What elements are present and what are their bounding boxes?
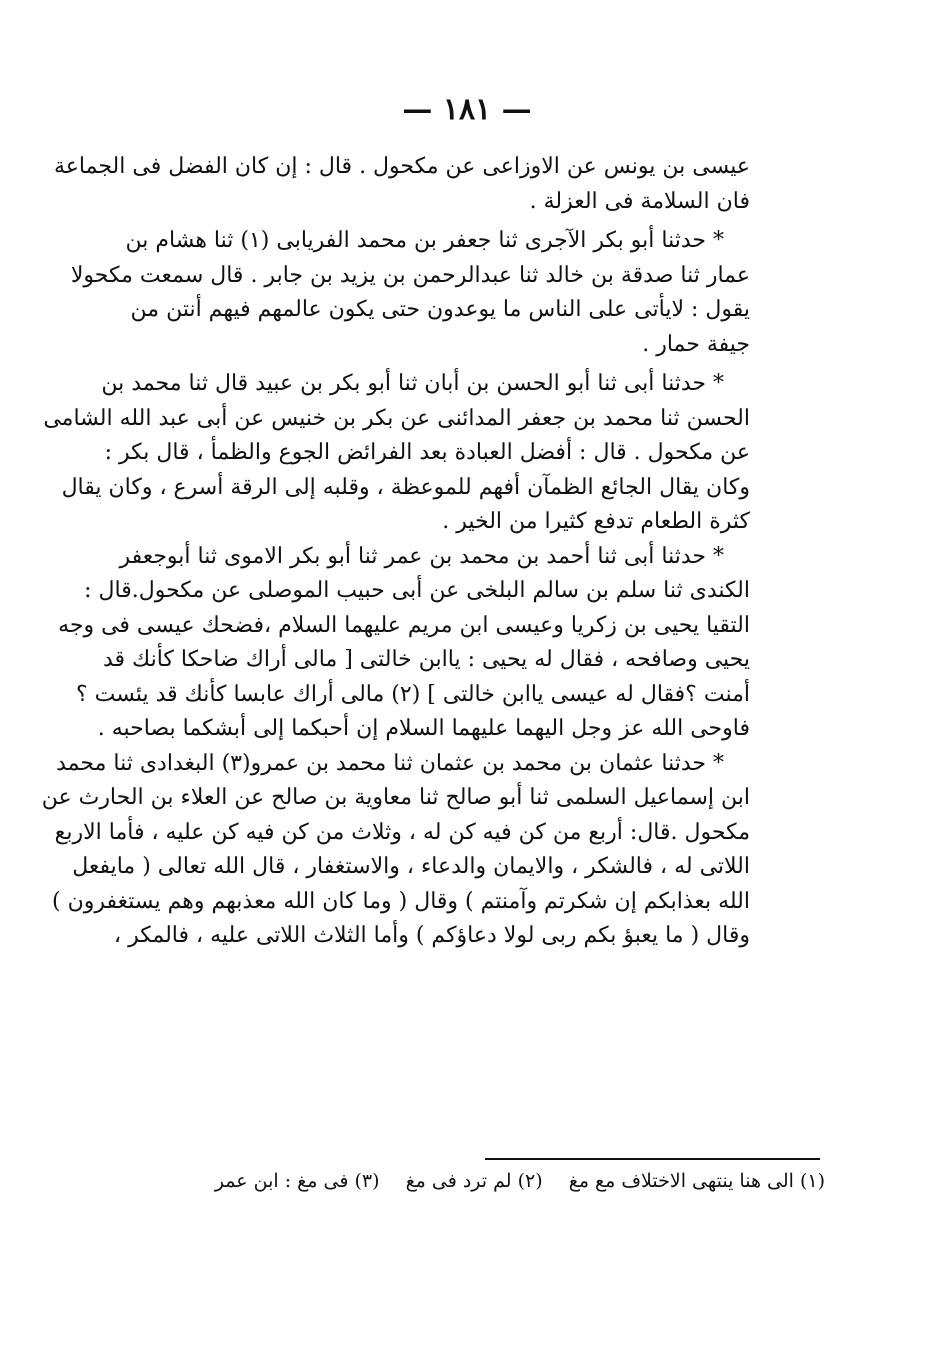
text-line: الكندى ثنا سلم بن سالم البلخى عن أبى حبيب الموصلى عن مكحول.قال : — [84, 578, 750, 603]
text-line: يحيى وصافحه ، فقال له يحيى : ياابن خالتى [ مالى أراك ضاحكا كأنك قد — [103, 647, 750, 672]
text-line: جيفة حمار . — [642, 331, 750, 357]
text-line: عن مكحول . قال : أفضل العبادة بعد الفرائض الجوع والظمأ ، قال بكر : — [104, 440, 750, 465]
text-line: * حدثنا أبو بكر الآجرى ثنا جعفر بن محمد الفريابى (١) ثنا هشام بن — [125, 228, 724, 253]
text-line: * حدثنا عثمان بن محمد بن عثمان ثنا محمد بن عمرو(٣) البغدادى ثنا محمد — [56, 750, 724, 776]
text-line: الله بعذابكم إن شكرتم وآمنتم ) وقال ( وما كان الله معذبهم وهم يستغفرون ) — [52, 888, 750, 914]
text-line: الحسن ثنا محمد بن جعفر المدائنى عن بكر بن خنيس عن أبى عبد الله الشامى — [43, 405, 750, 431]
text-line: أمنت ؟فقال له عيسى ياابن خالتى ] (٢) مالى أراك عابسا كأنك قد يئست ؟ — [75, 681, 750, 707]
text-line: عيسى بن يونس عن الاوزاعى عن مكحول . قال : إن كان الفضل فى الجماعة — [54, 154, 750, 179]
body-text — [41, 150, 750, 954]
footnote-item: (١) الى هنا ينتهى الاختلاف مع مغ — [568, 1170, 825, 1192]
text-line: ابن إسماعيل السلمى ثنا أبو صالح ثنا معاوية بن صالح عن العلاء بن الحارث عن — [41, 785, 750, 810]
footnote-divider — [485, 1158, 820, 1160]
footnotes — [180, 1166, 825, 1196]
text-line: اللاتى له ، فالشكر ، والايمان والدعاء ، والاستغفار ، قال الله تعالى ( مايفعل — [72, 854, 750, 879]
footnote-item: (٣) فى مغ : ابن عمر — [214, 1170, 380, 1192]
paragraph — [54, 150, 750, 219]
text-line: * حدثنا أبى ثنا أبو الحسن بن أبان ثنا أبو بكر بن عبيد قال ثنا محمد بن — [101, 371, 724, 396]
paragraph — [43, 367, 750, 540]
text-line: كثرة الطعام تدفع كثيرا من الخير . — [442, 509, 750, 534]
text-line: فاوحى الله عز وجل اليهما عليهما السلام إن أحبكما إلى أبشكما بصاحبه . — [97, 716, 750, 741]
text-line: عمار ثنا صدقة بن خالد ثنا عبدالرحمن بن يزيد بن جابر . قال سمعت مكحولا — [70, 262, 750, 288]
text-line: * حدثنا أبى ثنا أحمد بن محمد بن عمر ثنا أبو بكر الاموى ثنا أبوجعفر — [119, 543, 724, 569]
text-line: وكان يقال الجائع الظمآن أفهم للموعظة ، وقلبه إلى الرقة أسرع ، وكان يقال — [61, 474, 750, 500]
paragraph — [58, 540, 750, 747]
footnote-item: (٢) لم ترد فى مغ — [405, 1170, 543, 1192]
text-line: التقيا يحيى بن زكريا وعيسى ابن مريم عليهما السلام ،فضحك عيسى فى وجه — [58, 612, 750, 638]
text-line: مكحول .قال: أربع من كن فيه كن له ، وثلاث من كن فيه كن عليه ، فأما الاربع — [54, 819, 750, 845]
paragraph — [70, 224, 750, 362]
text-line: فان السلامة فى العزلة . — [529, 188, 750, 214]
text-line: يقول : لايأتى على الناس ما يوعدون حتى يكون عالمهم فيهم أنتن من — [130, 297, 750, 322]
page-number: — ١٨١ — — [402, 92, 532, 127]
text-line: وقال ( ما يعبؤ بكم ربى لولا دعاؤكم ) وأما الثلاث اللاتى عليه ، فالمكر ، — [114, 923, 750, 948]
paragraph — [41, 747, 750, 954]
